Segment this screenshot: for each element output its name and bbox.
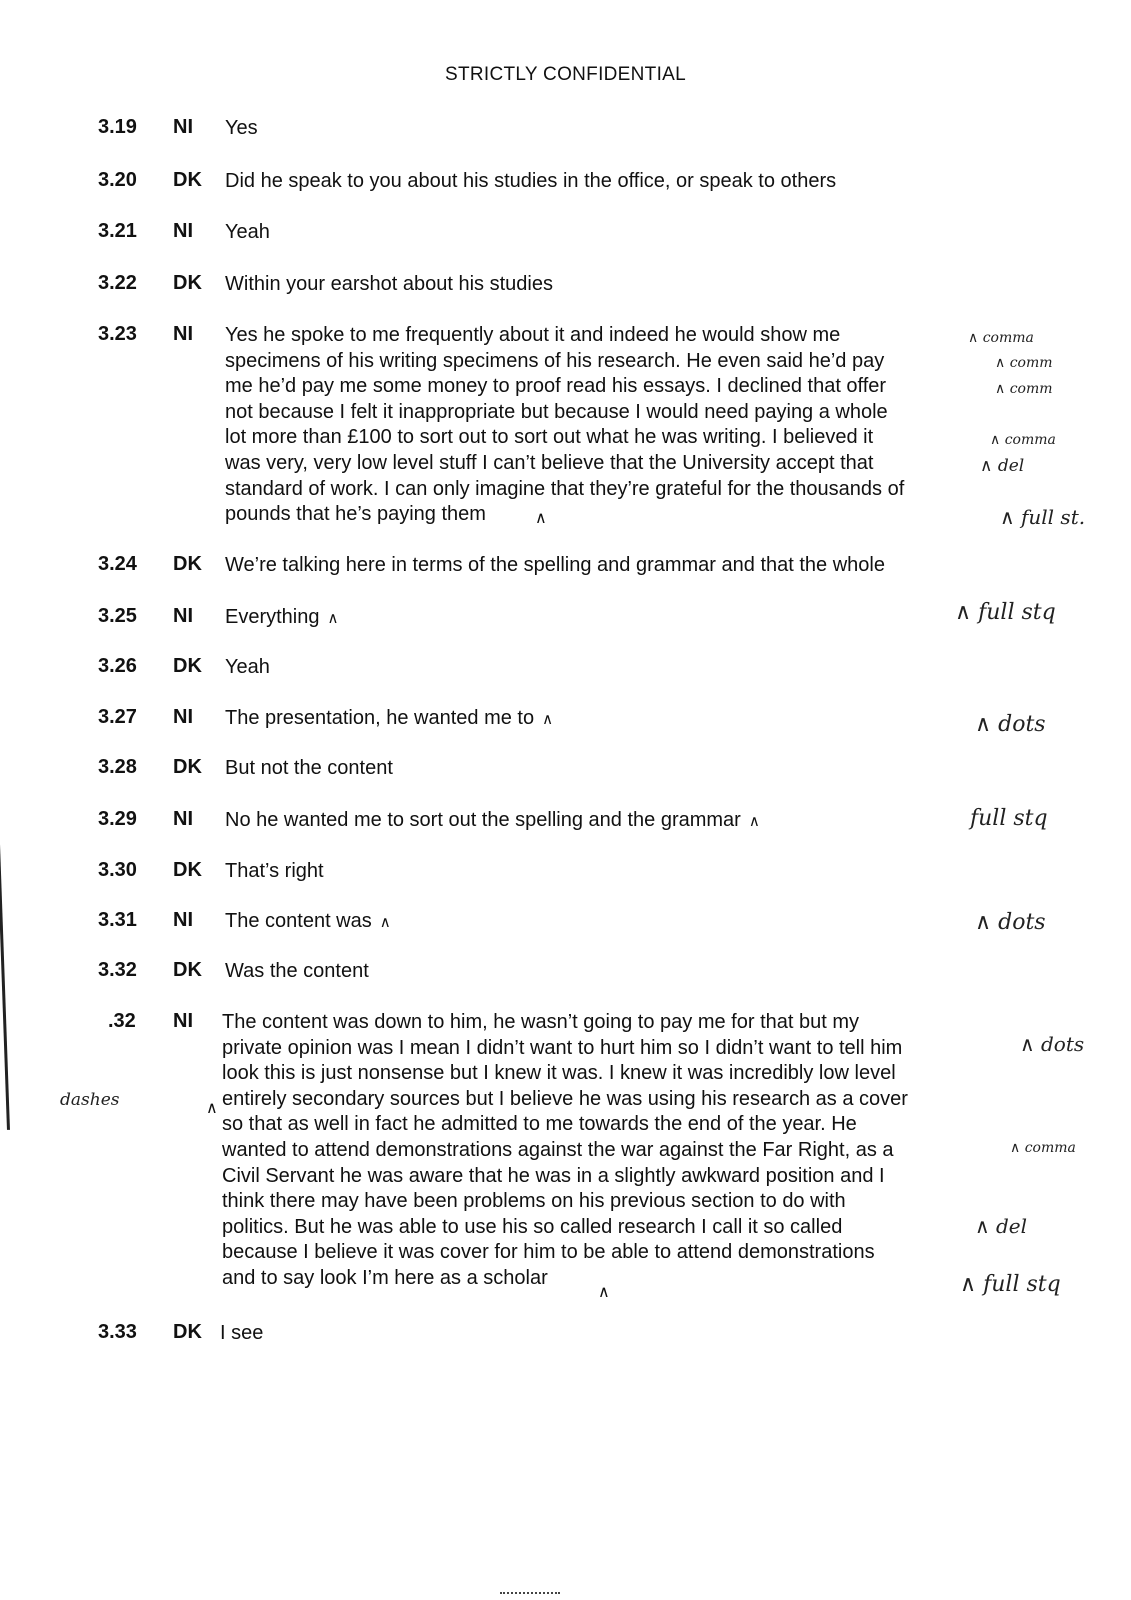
speaker: NI xyxy=(173,220,193,242)
speaker: NI xyxy=(173,706,193,728)
annotation-full-stop: ∧ full stq xyxy=(960,1272,1061,1297)
row-number: .32 xyxy=(108,1010,136,1032)
row-text: Was the content xyxy=(225,960,369,982)
speaker: NI xyxy=(173,323,193,345)
row-number: 3.19 xyxy=(98,116,137,138)
row-number: 3.32 xyxy=(98,959,137,981)
speaker: NI xyxy=(173,1010,193,1032)
row-number: 3.25 xyxy=(98,605,137,627)
row-number: 3.33 xyxy=(98,1321,137,1343)
annotation-delete: ∧ del xyxy=(975,1214,1028,1238)
row-number: 3.26 xyxy=(98,655,137,677)
row-number: 3.31 xyxy=(98,909,137,931)
speaker: NI xyxy=(173,605,193,627)
annotation-dashes: dashes xyxy=(60,1090,120,1110)
row-text: Everything ∧ xyxy=(225,606,339,628)
annotation-comma: ∧ comma xyxy=(1010,1140,1076,1156)
caret-mark: ∧ xyxy=(598,1282,610,1301)
row-number: 3.28 xyxy=(98,756,137,778)
row-text: Did he speak to you about his studies in the office, or speak to others xyxy=(225,170,837,192)
row-text: Within your earshot about his studies xyxy=(225,273,553,295)
row-number: 3.24 xyxy=(98,553,137,575)
row-text: That’s right xyxy=(225,860,324,882)
row-number: 3.23 xyxy=(98,323,137,345)
page-title: STRICTLY CONFIDENTIAL xyxy=(444,64,687,85)
speaker: DK xyxy=(173,959,202,981)
row-text: We’re talking here in terms of the spelling and grammar and that the whole xyxy=(225,554,885,576)
annotation-full-stop: full stq xyxy=(970,806,1048,831)
annotation-dots: ∧ dots xyxy=(1020,1032,1085,1056)
annotation-full-stop: ∧ full st. xyxy=(1000,505,1086,529)
speaker: DK xyxy=(173,272,202,294)
speaker: NI xyxy=(173,808,193,830)
row-text: But not the content xyxy=(225,757,393,779)
annotation-delete: ∧ del xyxy=(980,456,1025,476)
speaker: NI xyxy=(173,116,193,138)
row-text: Yes xyxy=(225,117,258,139)
annotation-dots: ∧ dots xyxy=(975,712,1046,737)
row-number: 3.22 xyxy=(98,272,137,294)
footer-rule xyxy=(500,1592,560,1594)
row-text: Yeah xyxy=(225,221,270,243)
row-text: The content was ∧ xyxy=(225,910,391,932)
speaker: DK xyxy=(173,756,202,778)
row-text: The content was down to him, he wasn’t going to pay me for that but my private opinion was I mean I didn’t want to hurt him so I didn’t want to tell him look this is just nonsense but I knew it was. I knew it was incredibly low level entirely secondary sources but I believe he was using his research as a cover so that as well in fact he admitted to me towards the end of the year. He wanted to attend demonstrations against the war against the Far Right, as a Civil Servant he was aware that he was in a slightly awkward position and I think there may have been problems on his previous section to do with politics. But he was able to use his so called research I call it so called because I believe it was cover for him to be able to attend demonstrations and to say look I’m here as a scholar xyxy=(222,1011,908,1289)
row-text: I see xyxy=(220,1322,264,1344)
margin-line xyxy=(0,730,10,1130)
speaker: DK xyxy=(173,859,202,881)
row-number: 3.20 xyxy=(98,169,137,191)
row-number: 3.29 xyxy=(98,808,137,830)
row-number: 3.30 xyxy=(98,859,137,881)
annotation-dots: ∧ dots xyxy=(975,910,1046,935)
caret-mark: ∧ xyxy=(206,1098,218,1117)
annotation-comma: ∧ comm xyxy=(995,355,1053,371)
speaker: DK xyxy=(173,655,202,677)
row-text: No he wanted me to sort out the spelling and the grammar ∧ xyxy=(225,809,760,831)
row-number: 3.27 xyxy=(98,706,137,728)
annotation-comma: ∧ comm xyxy=(995,381,1053,397)
speaker: DK xyxy=(173,1321,202,1343)
annotation-full-stop: ∧ full stq xyxy=(955,600,1056,625)
caret-mark: ∧ xyxy=(535,508,547,527)
row-number: 3.21 xyxy=(98,220,137,242)
row-text: Yeah xyxy=(225,656,270,678)
speaker: NI xyxy=(173,909,193,931)
row-text: Yes he spoke to me frequently about it and indeed he would show me specimens of his writing specimens of his research. He even said he’d pay me he’d pay me some money to proof read his essays. I declined that offer not because I felt it inappropriate but because I would need paying a whole lot more than £100 to sort out to sort out what he was writing. I believed it was very, very low level stuff I can’t believe that the University accept that standard of work. I can only imagine that they’re grateful for the thousands of pounds that he’s paying them xyxy=(225,324,905,526)
speaker: DK xyxy=(173,553,202,575)
annotation-comma: ∧ comma xyxy=(968,330,1034,346)
row-text: The presentation, he wanted me to ∧ xyxy=(225,707,554,729)
annotation-comma: ∧ comma xyxy=(990,432,1056,448)
speaker: DK xyxy=(173,169,202,191)
